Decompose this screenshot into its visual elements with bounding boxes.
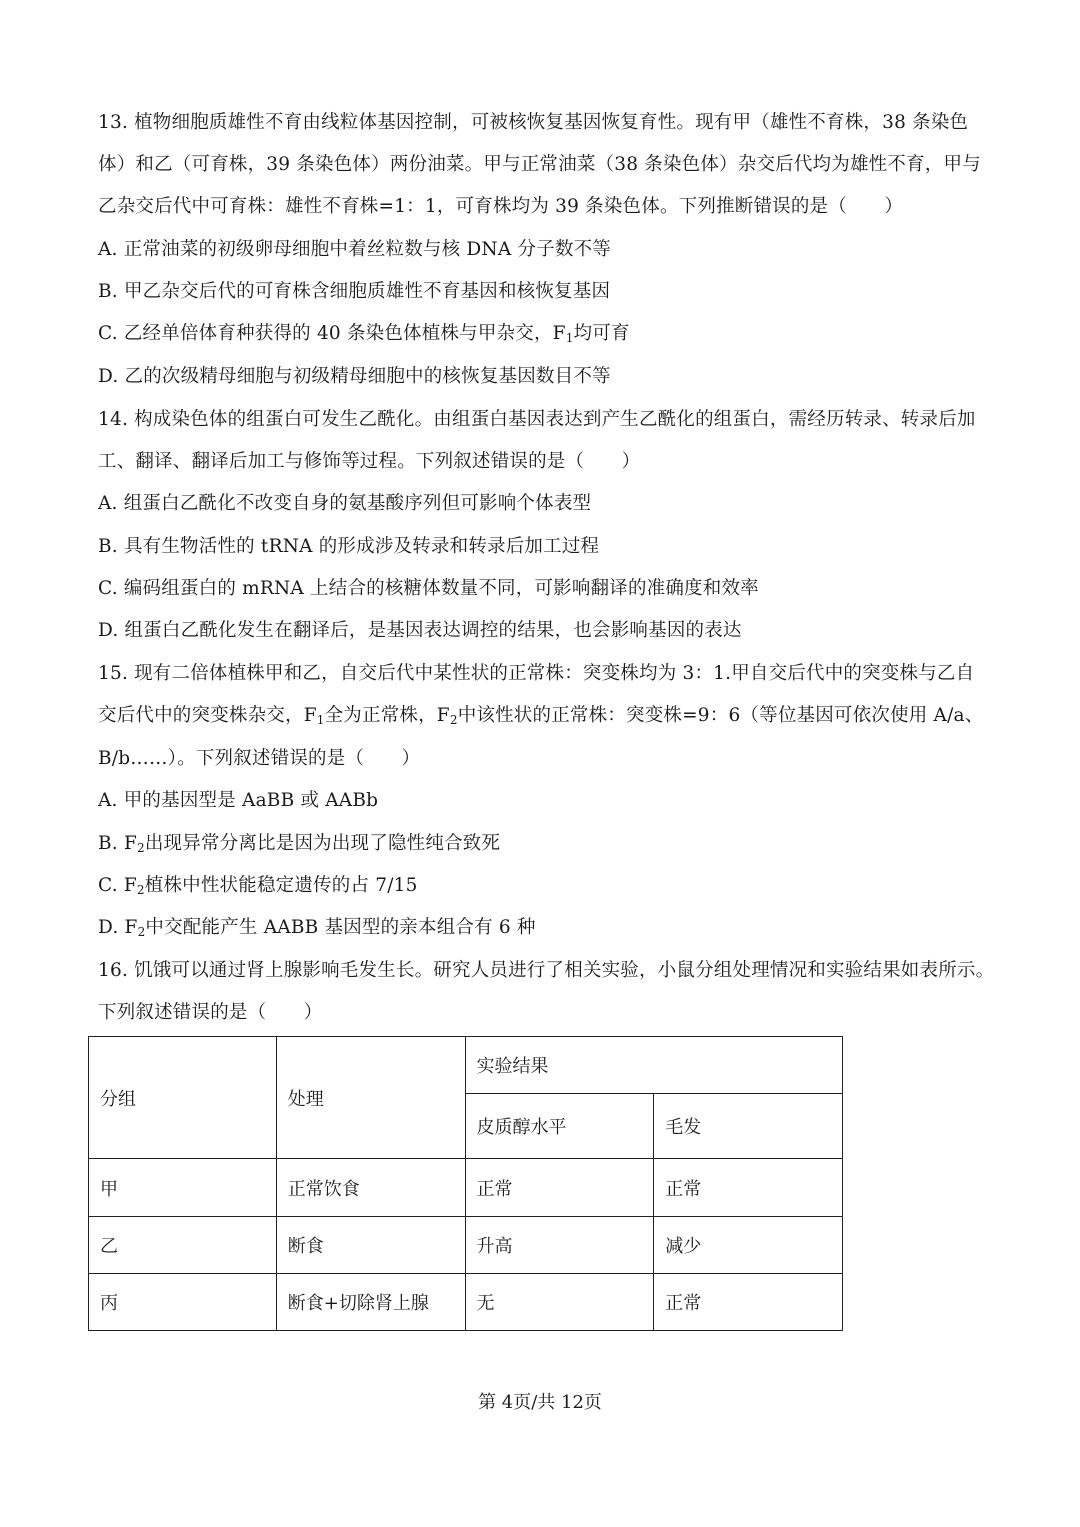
cell-group: 甲 [89,1159,277,1217]
subscript: 1 [316,713,325,727]
header-results: 实验结果 [465,1037,843,1094]
q16-stem-line-2: 下列叙述错误的是（ ） [98,1002,323,1023]
q15-option-c-text-end: 植株中性状能稳定遗传的占 7/15 [144,875,418,896]
q14-option-d: D. 组蛋白乙酰化发生在翻译后，是基因表达调控的结果，也会影响基因的表达 [98,620,742,641]
table-row [89,1159,843,1217]
q15-option-a: A. 甲的基因型是 AaBB 或 AABb [98,790,379,811]
q13-option-d: D. 乙的次级精母细胞与初级精母细胞中的核恢复基因数目不等 [98,366,611,387]
q15-option-d [98,916,536,944]
q13-option-c-text: C. 乙经单倍体育种获得的 40 条染色体植株与甲杂交，F [98,323,566,344]
subscript: 2 [137,841,145,855]
cell-group: 乙 [89,1217,277,1274]
page-number: 第 4页/共 12页 [478,1392,602,1413]
experiment-results-table [88,1036,843,1331]
q15-option-c [98,874,418,902]
cell-treatment: 断食 [276,1217,465,1274]
q14-option-b: B. 具有生物活性的 tRNA 的形成涉及转录和转录后加工过程 [98,536,600,557]
table-row [89,1217,843,1274]
q15-option-c-text: C. F [98,875,137,896]
q13-option-c [98,322,630,350]
q14-option-c: C. 编码组蛋白的 mRNA 上结合的核糖体数量不同，可影响翻译的准确度和效率 [98,578,759,599]
cell-cortisol: 无 [465,1274,654,1331]
header-hair: 毛发 [654,1094,843,1159]
q15-stem-line-1: 15. 现有二倍体植株甲和乙，自交后代中某性状的正常株：突变株均为 3：1.甲自交后代中的突变株与乙自 [98,663,975,684]
q13-option-b: B. 甲乙杂交后代的可育株含细胞质雄性不育基因和核恢复基因 [98,281,611,302]
cell-treatment: 正常饮食 [276,1159,465,1217]
q15-option-d-text: D. F [98,917,138,938]
cell-cortisol: 正常 [465,1159,654,1217]
q13-option-a: A. 正常油菜的初级卵母细胞中着丝粒数与核 DNA 分子数不等 [98,239,611,260]
header-group: 分组 [89,1037,277,1159]
cell-cortisol: 升高 [465,1217,654,1274]
q14-stem-line-1: 14. 构成染色体的组蛋白可发生乙酰化。由组蛋白基因表达到产生乙酰化的组蛋白，需经历转录、转录后加 [98,409,976,430]
q15-stem-line-2 [98,704,983,732]
cell-treatment: 断食+切除肾上腺 [276,1274,465,1331]
cell-group: 丙 [89,1274,277,1331]
cell-hair: 减少 [654,1217,843,1274]
q14-stem-line-2: 工、翻译、翻译后加工与修饰等过程。下列叙述错误的是（ ） [98,451,641,472]
q15-stem-text-b: 全为正常株，F [324,705,450,726]
q14-option-a: A. 组蛋白乙酰化不改变自身的氨基酸序列但可影响个体表型 [98,493,592,514]
q15-option-b-text: B. F [98,833,137,854]
q13-stem-line-3: 乙杂交后代中可育株：雄性不育株=1：1，可育株均为 39 条染色体。下列推断错误的是（ ） [98,196,904,217]
table-row [89,1274,843,1331]
cell-hair: 正常 [654,1159,843,1217]
subscript: 2 [136,883,145,897]
cell-hair: 正常 [654,1274,843,1331]
table-header-row [89,1037,843,1094]
q15-option-b [98,832,500,860]
q15-option-d-text-end: 中交配能产生 AABB 基因型的亲本组合有 6 种 [145,917,536,938]
subscript: 2 [137,925,146,939]
header-treatment: 处理 [276,1037,465,1159]
q16-stem-line-1: 16. 饥饿可以通过肾上腺影响毛发生长。研究人员进行了相关实验，小鼠分组处理情况和实验结果如表所示。 [98,960,995,981]
q15-stem-text-a: 交后代中的突变株杂交，F [98,705,317,726]
q15-stem-text-c: 中该性状的正常株：突变株=9：6（等位基因可依次使用 A/a、 [457,705,984,726]
subscript: 2 [449,713,458,727]
q15-stem-line-3: B/b……）。下列叙述错误的是（ ） [98,748,421,769]
q15-option-b-text-end: 出现异常分离比是因为出现了隐性纯合致死 [144,833,501,854]
q13-stem-line-2: 体）和乙（可育株，39 条染色体）两份油菜。甲与正常油菜（38 条染色体）杂交后代均为雄性不育，甲与 [98,154,981,175]
q13-option-c-text-end: 均可育 [573,323,630,344]
subscript: 1 [565,331,574,345]
header-cortisol: 皮质醇水平 [465,1094,654,1159]
q13-stem-line-1: 13. 植物细胞质雄性不育由线粒体基因控制，可被核恢复基因恢复育性。现有甲（雄性不育株，38 条染色 [98,112,969,133]
